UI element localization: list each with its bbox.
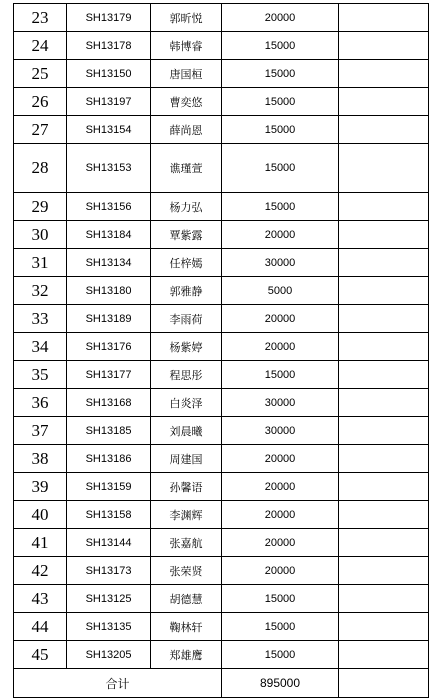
total-amount: 895000 xyxy=(222,669,339,698)
amount: 15000 xyxy=(222,585,339,613)
table-row xyxy=(14,116,429,144)
table-row xyxy=(14,4,429,32)
table-row xyxy=(14,613,429,641)
remark-cell xyxy=(339,501,429,529)
amount: 20000 xyxy=(222,221,339,249)
table-row xyxy=(14,88,429,116)
student-code: SH13184 xyxy=(67,221,151,249)
amount: 20000 xyxy=(222,529,339,557)
row-number: 37 xyxy=(14,417,67,445)
remark-cell xyxy=(339,60,429,88)
student-code: SH13125 xyxy=(67,585,151,613)
row-number: 27 xyxy=(14,116,67,144)
table-row xyxy=(14,361,429,389)
table-row xyxy=(14,249,429,277)
remark-cell xyxy=(339,116,429,144)
row-number: 25 xyxy=(14,60,67,88)
student-code: SH13135 xyxy=(67,613,151,641)
table-body xyxy=(14,4,429,698)
table-row xyxy=(14,32,429,60)
student-code: SH13205 xyxy=(67,641,151,669)
student-code: SH13189 xyxy=(67,305,151,333)
remark-cell xyxy=(339,585,429,613)
student-code: SH13176 xyxy=(67,333,151,361)
student-name: 杨力弘 xyxy=(151,193,222,221)
student-name: 鞠林轩 xyxy=(151,613,222,641)
row-number: 44 xyxy=(14,613,67,641)
student-name: 张嘉航 xyxy=(151,529,222,557)
amount: 30000 xyxy=(222,249,339,277)
remark-cell xyxy=(339,4,429,32)
table-row xyxy=(14,277,429,305)
amount: 15000 xyxy=(222,144,339,193)
amount: 20000 xyxy=(222,501,339,529)
table-row xyxy=(14,585,429,613)
student-code: SH13134 xyxy=(67,249,151,277)
amount: 15000 xyxy=(222,88,339,116)
row-number: 23 xyxy=(14,4,67,32)
remark-cell xyxy=(339,361,429,389)
student-code: SH13150 xyxy=(67,60,151,88)
remark-cell xyxy=(339,305,429,333)
amount: 20000 xyxy=(222,305,339,333)
remark-cell xyxy=(339,417,429,445)
student-name: 李渊辉 xyxy=(151,501,222,529)
table-row xyxy=(14,473,429,501)
amount: 20000 xyxy=(222,445,339,473)
amount: 15000 xyxy=(222,641,339,669)
row-number: 40 xyxy=(14,501,67,529)
remark-cell xyxy=(339,445,429,473)
amount: 15000 xyxy=(222,60,339,88)
row-number: 31 xyxy=(14,249,67,277)
student-name: 周建国 xyxy=(151,445,222,473)
student-code: SH13186 xyxy=(67,445,151,473)
student-name: 张荣贤 xyxy=(151,557,222,585)
student-name: 刘晨曦 xyxy=(151,417,222,445)
amount: 15000 xyxy=(222,116,339,144)
table-row xyxy=(14,529,429,557)
student-code: SH13173 xyxy=(67,557,151,585)
row-number: 42 xyxy=(14,557,67,585)
amount: 15000 xyxy=(222,613,339,641)
student-name: 韩博睿 xyxy=(151,32,222,60)
student-code: SH13159 xyxy=(67,473,151,501)
table-row xyxy=(14,445,429,473)
remark-cell xyxy=(339,144,429,193)
remark-cell xyxy=(339,88,429,116)
student-code: SH13168 xyxy=(67,389,151,417)
student-name: 曹奕悠 xyxy=(151,88,222,116)
table-row xyxy=(14,144,429,193)
student-code: SH13153 xyxy=(67,144,151,193)
student-code: SH13144 xyxy=(67,529,151,557)
row-number: 26 xyxy=(14,88,67,116)
student-name: 杨紫婷 xyxy=(151,333,222,361)
amount: 15000 xyxy=(222,193,339,221)
table-row xyxy=(14,221,429,249)
student-code: SH13197 xyxy=(67,88,151,116)
amount: 15000 xyxy=(222,361,339,389)
remark-cell xyxy=(339,557,429,585)
student-name: 薛尚恩 xyxy=(151,116,222,144)
row-number: 30 xyxy=(14,221,67,249)
remark-cell xyxy=(339,333,429,361)
row-number: 45 xyxy=(14,641,67,669)
student-name: 郭雅静 xyxy=(151,277,222,305)
student-name: 任梓嫣 xyxy=(151,249,222,277)
student-code: SH13185 xyxy=(67,417,151,445)
amount: 30000 xyxy=(222,389,339,417)
student-name: 胡德慧 xyxy=(151,585,222,613)
amount: 20000 xyxy=(222,473,339,501)
student-code: SH13156 xyxy=(67,193,151,221)
row-number: 33 xyxy=(14,305,67,333)
row-number: 28 xyxy=(14,144,67,193)
row-number: 43 xyxy=(14,585,67,613)
table-row xyxy=(14,417,429,445)
table-row xyxy=(14,557,429,585)
student-name: 郑雄鹰 xyxy=(151,641,222,669)
table-row xyxy=(14,501,429,529)
student-name: 程思彤 xyxy=(151,361,222,389)
total-label: 合计 xyxy=(14,669,222,698)
amount: 20000 xyxy=(222,4,339,32)
remark-cell xyxy=(339,669,429,698)
table-row xyxy=(14,60,429,88)
row-number: 38 xyxy=(14,445,67,473)
row-number: 36 xyxy=(14,389,67,417)
remark-cell xyxy=(339,277,429,305)
amount: 30000 xyxy=(222,417,339,445)
row-number: 32 xyxy=(14,277,67,305)
remark-cell xyxy=(339,473,429,501)
student-name: 郭昕悦 xyxy=(151,4,222,32)
row-number: 29 xyxy=(14,193,67,221)
amount: 20000 xyxy=(222,557,339,585)
total-row xyxy=(14,669,429,698)
remark-cell xyxy=(339,529,429,557)
student-code: SH13158 xyxy=(67,501,151,529)
table-row xyxy=(14,641,429,669)
amount: 5000 xyxy=(222,277,339,305)
remark-cell xyxy=(339,32,429,60)
table-row xyxy=(14,305,429,333)
student-name: 白炎泽 xyxy=(151,389,222,417)
row-number: 34 xyxy=(14,333,67,361)
student-code: SH13154 xyxy=(67,116,151,144)
student-amount-table xyxy=(13,3,429,698)
student-code: SH13178 xyxy=(67,32,151,60)
student-code: SH13179 xyxy=(67,4,151,32)
amount: 20000 xyxy=(222,333,339,361)
remark-cell xyxy=(339,221,429,249)
student-name: 覃紫露 xyxy=(151,221,222,249)
table-row xyxy=(14,333,429,361)
remark-cell xyxy=(339,641,429,669)
student-name: 谯瑾萱 xyxy=(151,144,222,193)
remark-cell xyxy=(339,389,429,417)
row-number: 39 xyxy=(14,473,67,501)
remark-cell xyxy=(339,613,429,641)
row-number: 41 xyxy=(14,529,67,557)
student-name: 孙馨语 xyxy=(151,473,222,501)
student-name: 唐国桓 xyxy=(151,60,222,88)
student-code: SH13180 xyxy=(67,277,151,305)
remark-cell xyxy=(339,249,429,277)
student-name: 李雨荷 xyxy=(151,305,222,333)
row-number: 35 xyxy=(14,361,67,389)
row-number: 24 xyxy=(14,32,67,60)
table-row xyxy=(14,389,429,417)
student-code: SH13177 xyxy=(67,361,151,389)
table-row xyxy=(14,193,429,221)
amount: 15000 xyxy=(222,32,339,60)
remark-cell xyxy=(339,193,429,221)
